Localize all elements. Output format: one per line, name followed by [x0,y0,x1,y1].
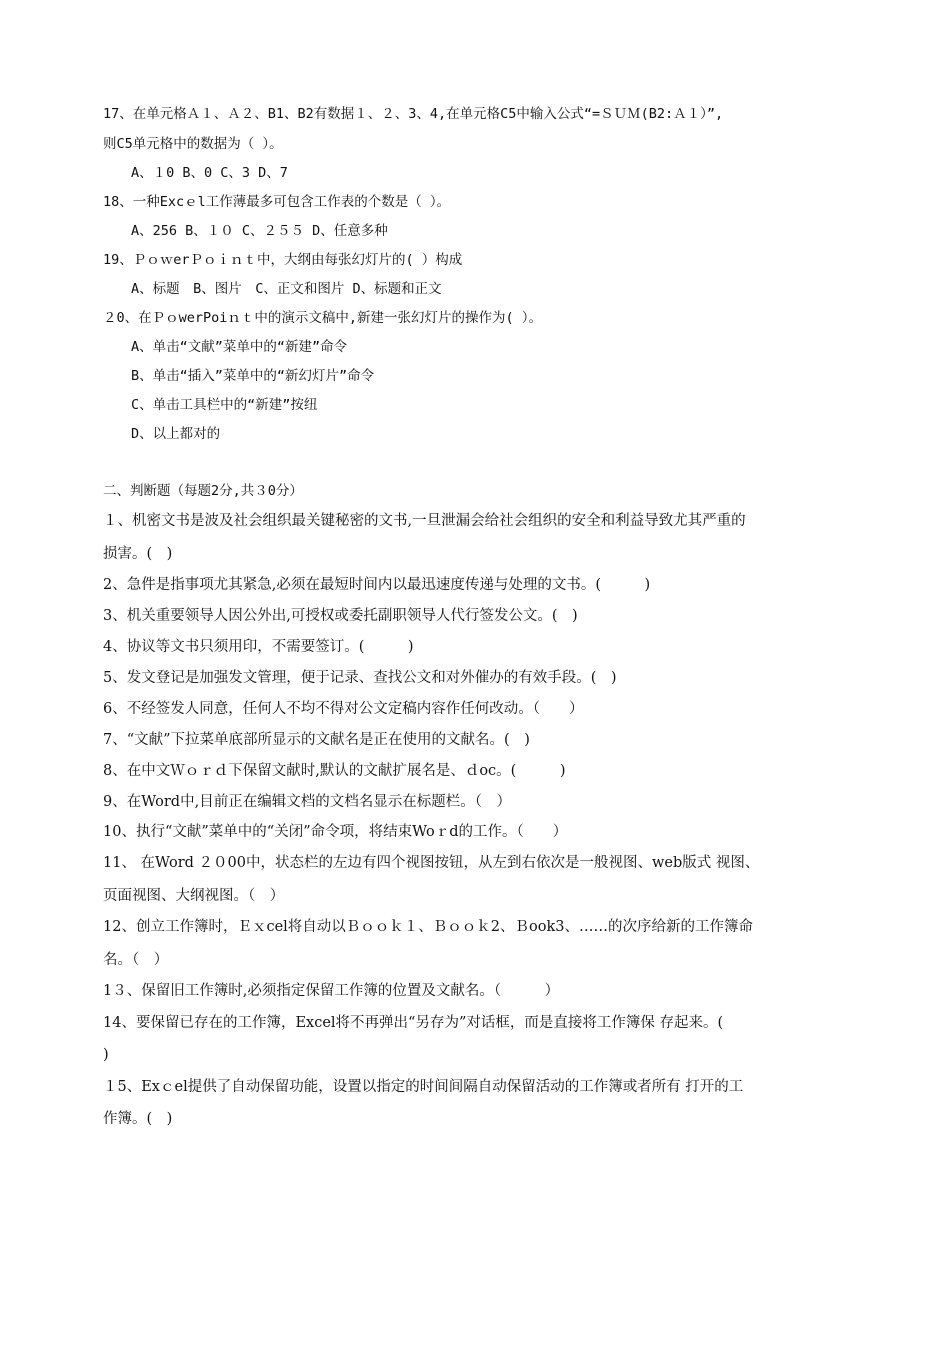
tf-question-15-line1: １5、Exｃel提供了自动保留功能，设置以指定的时间间隔自动保留活动的工作簿或者所有 打开的工 [103,1079,744,1095]
question-20-option-d: D、以上都对的 [131,426,221,442]
section-2-heading: 二、判断题（每题2分,共３0分） [103,483,303,499]
tf-question-1-line1: １、机密文书是波及社会组织最关键秘密的文书,一旦泄漏会给社会组织的安全和利益导致尤其严重的 [103,513,746,529]
tf-question-14-line2: ) [103,1047,109,1063]
tf-question-13: 1３、保留旧工作簿时,必须指定保留工作簿的位置及文献名。（ ） [103,983,560,999]
tf-question-12-line2: 名。（ ） [103,952,169,968]
question-19: 19、ＰｏｗerＰｏｉｎｔ中，大纲由每张幻灯片的( ）构成 [103,252,463,268]
tf-question-15-line2: 作簿。( ) [103,1111,173,1127]
question-18: 18、一种Excｅl工作薄最多可包含工作表的个数是（ ）。 [103,194,451,210]
tf-question-5: 5、发文登记是加强发文管理，便于记录、查找公文和对外催办的有效手段。( ) [103,670,617,686]
question-18-options: A、256 B、１０ C、２５５ D、任意多种 [131,223,388,239]
tf-question-8: 8、在中文Ｗｏｒｄ下保留文献时,默认的文献扩展名是、ｄoc。( ) [103,763,566,779]
tf-question-2: 2、急件是指事项尤其紧急,必须在最短时间内以最迅速度传递与处理的文书。( ) [103,577,651,593]
tf-question-12-line1: 12、创立工作簿时，Ｅｘcel将自动以Ｂｏｏｋ１、Ｂｏｏｋ2、Ｂook3、……的次序给新的工作簿命 [103,919,753,935]
question-20-option-b: B、单击“插入”菜单中的“新幻灯片”命令 [131,368,375,384]
question-20: ２0、在ＰｏwerPoiｎｔ中的演示文稿中,新建一张幻灯片的操作为( ）。 [103,310,543,326]
question-17-line2: 则C5单元格中的数据为（ ）。 [103,136,283,152]
tf-question-1-line2: 损害。( ) [103,546,173,562]
question-20-option-c: C、单击工具栏中的“新建”按纽 [131,397,318,413]
tf-question-9: 9、在Word中,目前正在编辑文档的文档名显示在标题栏。（ ） [103,794,511,810]
tf-question-3: 3、机关重要领导人因公外出,可授权或委托副职领导人代行签发公文。( ) [103,608,578,624]
tf-question-14-line1: 14、要保留已存在的工作簿，Excel将不再弹出“另存为”对话框，而是直接将工作簿保 存起来。( [103,1015,724,1031]
tf-question-10: 10、执行“文献”菜单中的“关闭”命令项，将结束Woｒd的工作。（ ） [103,824,568,840]
tf-question-11-line2: 页面视图、大纲视图。（ ） [103,888,285,904]
tf-question-7: 7、“文献”下拉菜单底部所显示的文献名是正在使用的文献名。( ) [103,732,530,748]
question-19-options: A、标题 B、图片 C、正文和图片 D、标题和正文 [131,281,442,297]
tf-question-11-line1: 11、 在Word ２０00中，状态栏的左边有四个视图按钮，从左到右依次是一般视图、web版式 视图、 [103,855,760,871]
tf-question-4: 4、协议等文书只须用印，不需要签订。( ) [103,639,414,655]
question-17-line1: 17、在单元格Ａ１、Ａ２、B1、B2有数据１、２、3、4,在单元格C5中输入公式“=ＳＵＭ(B2:Ａ１）”, [103,106,724,122]
question-20-option-a: A、单击“文献”菜单中的“新建”命令 [131,339,348,355]
question-17-options: A、１0 B、0 C、3 D、7 [131,165,288,181]
tf-question-6: 6、不经签发人同意，任何人不均不得对公文定稿内容作任何改动。（ ） [103,701,584,717]
